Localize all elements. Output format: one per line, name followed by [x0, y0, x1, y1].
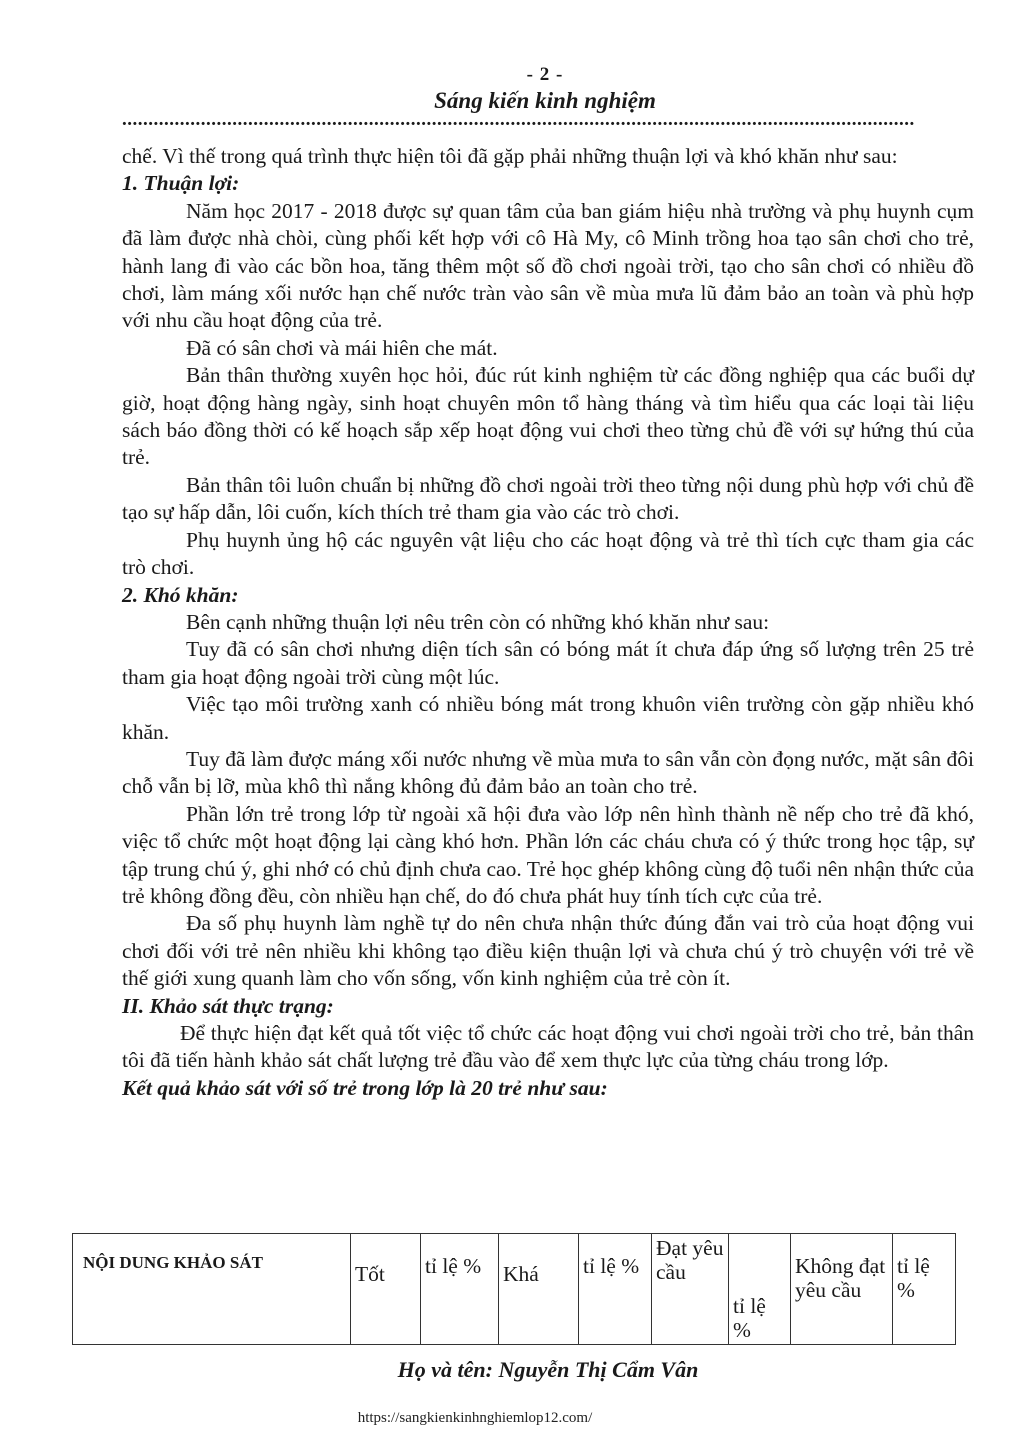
header-dat: Đạt yêu cầu	[652, 1234, 729, 1345]
header-tot: Tốt	[351, 1234, 421, 1345]
survey-caption: Kết quả khảo sát với số trẻ trong lớp là 20 trẻ như sau:	[122, 1075, 608, 1100]
paragraph: Tuy đã làm được máng xối nước nhưng về mùa mưa to sân vẫn còn đọng nước, mặt sân đôi chỗ vẫn bị lỡ, mùa khô thì nắng không đủ đảm bảo an toàn cho trẻ.	[122, 746, 974, 799]
header-rate-4: tỉ lệ %	[893, 1234, 956, 1345]
paragraph: Đa số phụ huynh làm nghề tự do nên chưa nhận thức đúng đắn vai trò của hoạt động vui chơi đối với trẻ nên nhiều khi không tạo điều kiện thuận lợi và chưa chú ý trò chuyện với trẻ về thế giới xung quanh làm cho vốn sống, vốn kinh nghiệm của trẻ còn ít.	[122, 911, 974, 991]
header-content: NỘI DUNG KHẢO SÁT	[73, 1234, 351, 1345]
paragraph: Để thực hiện đạt kết quả tốt việc tổ chức các hoạt động vui chơi ngoài trời cho trẻ, bản thân tôi đã tiến hành khảo sát chất lượng trẻ đầu vào để xem thực lực của từng cháu trong lớp.	[122, 1021, 974, 1073]
header-rate-1: tỉ lệ %	[421, 1234, 499, 1345]
header-rate-3: tỉ lệ %	[729, 1234, 791, 1345]
footer-url: https://sangkienkinhnghiemlop12.com/	[357, 1410, 593, 1426]
intro-paragraph: chế. Vì thế trong quá trình thực hiện tôi đã gặp phải những thuận lợi và khó khăn như sau:	[122, 144, 898, 168]
paragraph: Phụ huynh ủng hộ các nguyên vật liệu cho các hoạt động và trẻ thì tích cực tham gia các trò chơi.	[122, 527, 974, 580]
document-header-title: Sáng kiến kinh nghiệm	[434, 88, 656, 113]
page-number: - 2 -	[526, 64, 564, 85]
paragraph: Bên cạnh những thuận lợi nêu trên còn có những khó khăn như sau:	[186, 609, 770, 634]
heading-kho-khan: 2. Khó khăn:	[122, 582, 239, 607]
paragraph: Bản thân thường xuyên học hỏi, đúc rút kinh nghiệm từ các đồng nghiệp qua các buổi dự giờ, hoạt động hàng ngày, sinh hoạt chuyên môn tổ hàng tháng và tìm hiểu qua các loại tài liệu sách báo đồng thời có kế hoạch sắp xếp hoạt động vui chơi theo từng chủ đề với sự hứng thú của trẻ.	[122, 363, 974, 470]
document-body	[122, 143, 974, 1102]
paragraph: Tuy đã có sân chơi nhưng diện tích sân có bóng mát ít chưa đáp ứng số lượng trên 25 trẻ tham gia hoạt động ngoài trời cùng một lúc.	[122, 637, 974, 689]
header-kha: Khá	[499, 1234, 579, 1345]
heading-khao-sat: II. Khảo sát thực trạng:	[122, 993, 334, 1018]
survey-table	[72, 1233, 956, 1345]
paragraph: Đã có sân chơi và mái hiên che mát.	[186, 335, 498, 360]
paragraph: Năm học 2017 - 2018 được sự quan tâm của ban giám hiệu nhà trường và phụ huynh cụm đã làm được nhà chòi, cùng phối kết hợp với cô Hà My, cô Minh trồng hoa tạo sân chơi cho trẻ, hành lang đi vào các bồn hoa, tăng thêm một số đồ chơi ngoài trời, tạo cho sân chơi có nhiều đồ chơi, làm máng xối nước hạn chế nước tràn vào sân về mùa mưa lũ đảm bảo an toàn và phù hợp với nhu cầu hoạt động của trẻ.	[122, 198, 974, 333]
paragraph: Việc tạo môi trường xanh có nhiều bóng mát trong khuôn viên trường còn gặp nhiều khó khăn.	[122, 692, 974, 744]
dotted-separator: .......................................................................................................................................................	[122, 113, 915, 127]
author-name: Họ và tên: Nguyễn Thị Cẩm Vân	[397, 1357, 699, 1382]
table-header-row	[73, 1234, 956, 1345]
paragraph: Bản thân tôi luôn chuẩn bị những đồ chơi ngoài trời theo từng nội dung phù hợp với chủ đề tạo sự hấp dẫn, lôi cuốn, kích thích trẻ tham gia vào các trò chơi.	[122, 472, 974, 525]
header-khong-dat: Không đạt yêu cầu	[791, 1234, 893, 1345]
header-rate-2: tỉ lệ %	[579, 1234, 652, 1345]
paragraph: Phần lớn trẻ trong lớp từ ngoài xã hội đưa vào lớp nên hình thành nề nếp cho trẻ đã khó, việc tổ chức một hoạt động lại càng khó hơn. Phần lớn các cháu chưa có ý thức trong học tập, sự tập trung chú ý, ghi nhớ có chủ định chưa cao. Trẻ học ghép không cùng độ tuổi nên nhận thức của trẻ không đồng đều, còn nhiều hạn chế, do đó chưa phát huy tính tích cực của trẻ.	[122, 801, 974, 908]
heading-thuan-loi: 1. Thuận lợi:	[122, 171, 240, 196]
